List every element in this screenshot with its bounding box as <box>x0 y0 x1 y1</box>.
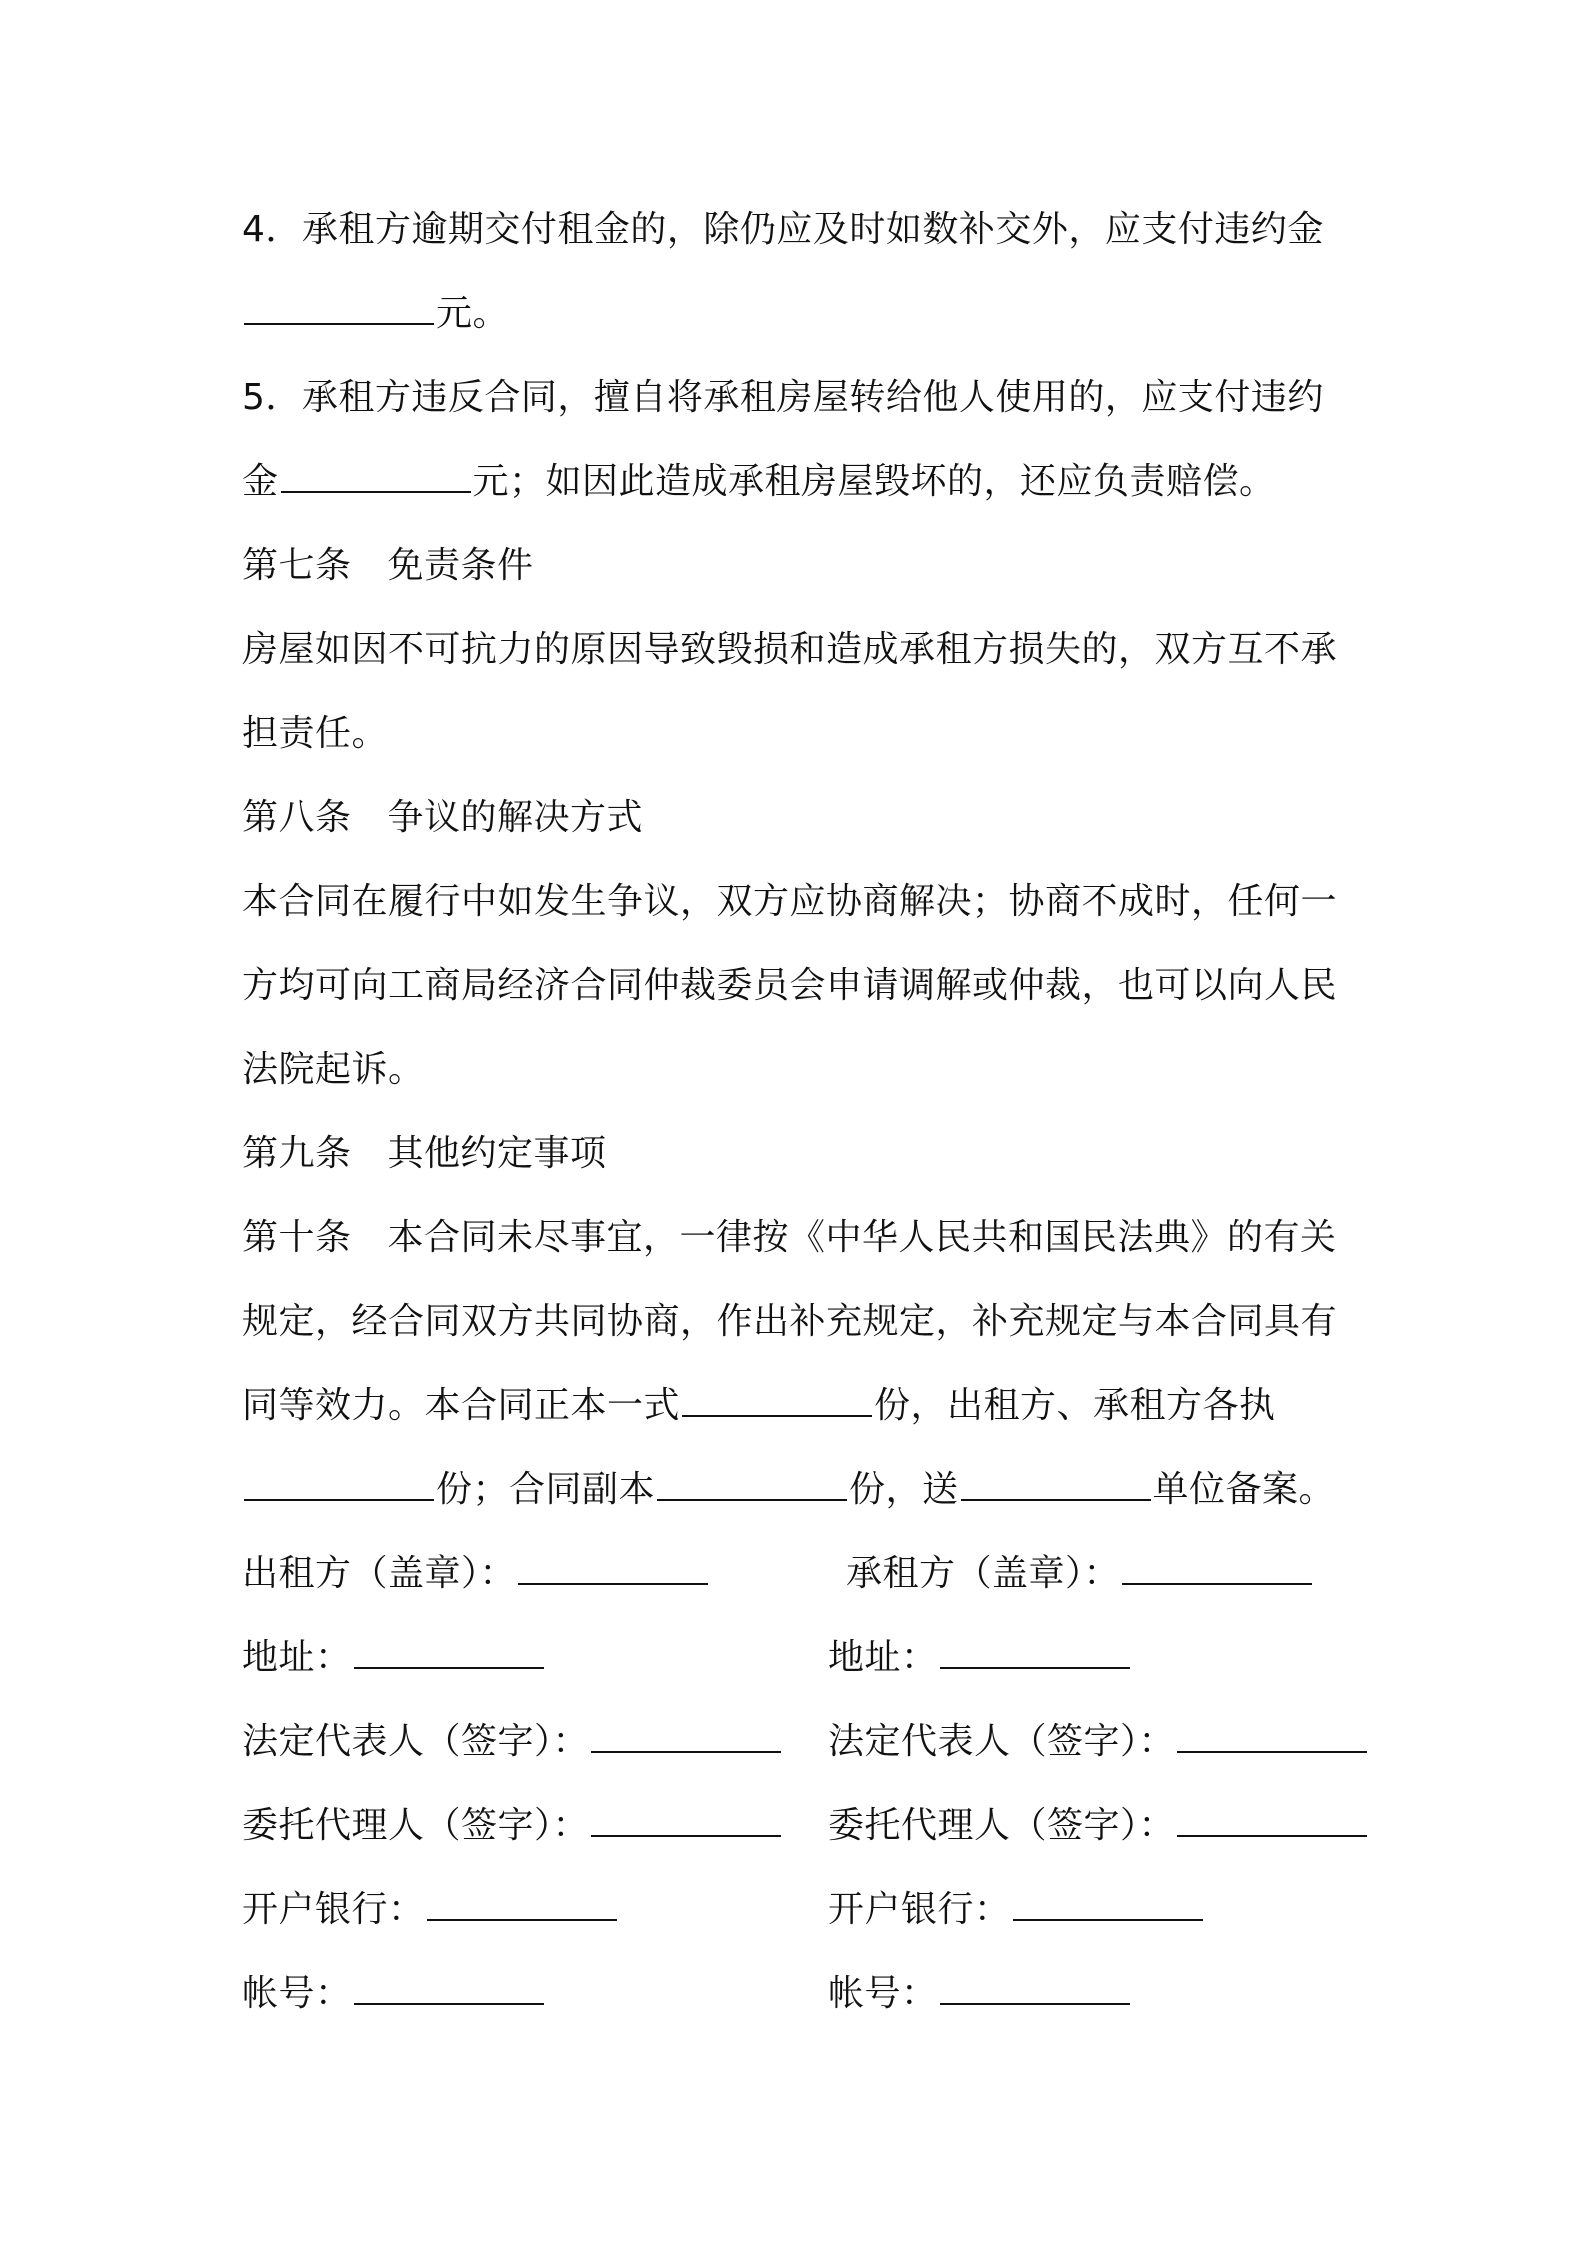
article-8-name: 争议的解决方式 <box>387 797 644 838</box>
lessee-account-label: 帐号： <box>828 1973 938 2014</box>
lessee-address-row <box>828 1634 1132 1682</box>
article-10-body-b: 规定，经合同双方共同协商，作出补充规定，补充规定与本合同具有 <box>242 1301 1338 1342</box>
article-8-body-line1 <box>242 878 1362 926</box>
article-7-body-line1 <box>242 626 1362 674</box>
article-9-name: 其他约定事项 <box>387 1133 607 1174</box>
blank-duplicate-copies <box>657 1469 847 1501</box>
article-10-body-c1: 同等效力。本合同正本一式 <box>242 1385 681 1426</box>
lessor-legal-rep-label: 法定代表人（签字）： <box>242 1721 590 1762</box>
blank-lessor-agent <box>591 1805 781 1837</box>
blank-penalty-amount-2 <box>281 461 471 493</box>
lessor-account-row <box>242 1970 546 2018</box>
clause-item4-line2 <box>242 290 1362 338</box>
article-10-body-d2: 份，送 <box>849 1469 959 1510</box>
lessee-agent-row <box>828 1802 1369 1850</box>
lessee-bank-label: 开户银行： <box>828 1889 1011 1930</box>
clause-item4-line1 <box>242 206 1362 254</box>
article-7-heading <box>242 542 1362 590</box>
article-10-line2 <box>242 1298 1362 1346</box>
blank-lessee-seal <box>1122 1553 1312 1585</box>
article-7-body-line2 <box>242 710 1362 758</box>
lessee-legal-rep-row <box>828 1718 1369 1766</box>
lessee-seal-row <box>846 1550 1314 1598</box>
clause-item5-text: 5．承租方违反合同，擅自将承租房屋转给他人使用的，应支付违约 <box>242 377 1324 418</box>
article-10-title: 第十条 <box>242 1217 352 1258</box>
blank-lessee-account <box>940 1973 1130 2005</box>
blank-lessor-seal <box>518 1553 708 1585</box>
blank-penalty-amount-1 <box>244 293 434 325</box>
article-10-line4 <box>242 1466 1362 1514</box>
blank-lessor-account <box>354 1973 544 2005</box>
article-7-title: 第七条 <box>242 545 352 586</box>
blank-each-party-copies <box>244 1469 434 1501</box>
article-8-body-line2 <box>242 962 1362 1010</box>
lessee-legal-rep-label: 法定代表人（签字）： <box>828 1721 1176 1762</box>
article-8-heading <box>242 794 1362 842</box>
blank-lessor-bank <box>427 1889 617 1921</box>
clause-item4-text: 4．承租方逾期交付租金的，除仍应及时如数补交外，应支付违约金 <box>242 209 1324 250</box>
article-7-body: 房屋如因不可抗力的原因导致毁损和造成承租方损失的，双方互不承 <box>242 629 1338 670</box>
lessee-address-label: 地址： <box>828 1637 938 1678</box>
article-10-body-a: 本合同未尽事宜，一律按《中华人民共和国民法典》的有关 <box>387 1217 1337 1258</box>
lessor-bank-row <box>242 1886 619 1934</box>
blank-lessor-address <box>354 1637 544 1669</box>
lessor-agent-label: 委托代理人（签字）： <box>242 1805 590 1846</box>
article-7-name: 免责条件 <box>387 545 534 586</box>
blank-lessee-legal-rep <box>1177 1721 1367 1753</box>
lessee-agent-label: 委托代理人（签字）： <box>828 1805 1176 1846</box>
blank-original-copies <box>682 1385 872 1417</box>
lessee-seal-label: 承租方（盖章）： <box>846 1553 1121 1594</box>
clause-item5-prefix: 金 <box>242 461 279 502</box>
lessor-seal-row <box>242 1550 710 1598</box>
clause-item5-line1 <box>242 374 1362 422</box>
article-10-body-d3: 单位备案。 <box>1152 1469 1336 1510</box>
article-7-body-end: 担责任。 <box>242 713 389 754</box>
lessee-bank-row <box>828 1886 1205 1934</box>
lessor-account-label: 帐号： <box>242 1973 352 2014</box>
blank-lessee-address <box>940 1637 1130 1669</box>
blank-lessor-legal-rep <box>591 1721 781 1753</box>
lessor-bank-label: 开户银行： <box>242 1889 425 1930</box>
article-8-body-b: 方均可向工商局经济合同仲裁委员会申请调解或仲裁，也可以向人民 <box>242 965 1338 1006</box>
lessor-agent-row <box>242 1802 783 1850</box>
clause-item5-suffix: 元；如因此造成承租房屋毁坏的，还应负责赔偿。 <box>472 461 1276 502</box>
article-8-body-line3 <box>242 1046 1362 1094</box>
lessor-legal-rep-row <box>242 1718 783 1766</box>
article-8-title: 第八条 <box>242 797 352 838</box>
blank-lessee-bank <box>1013 1889 1203 1921</box>
lessor-address-row <box>242 1634 546 1682</box>
blank-filing-unit <box>961 1469 1151 1501</box>
clause-item5-line2 <box>242 458 1362 506</box>
lessee-account-row <box>828 1970 1132 2018</box>
article-10-body-d1: 份；合同副本 <box>436 1469 656 1510</box>
article-8-body-c: 法院起诉。 <box>242 1049 425 1090</box>
clause-item4-suffix: 元。 <box>436 293 510 334</box>
article-10-body-c2: 份，出租方、承租方各执 <box>874 1385 1276 1426</box>
article-10-line1 <box>242 1214 1362 1262</box>
article-8-body-a: 本合同在履行中如发生争议，双方应协商解决；协商不成时，任何一 <box>242 881 1338 922</box>
lessor-address-label: 地址： <box>242 1637 352 1678</box>
blank-lessee-agent <box>1177 1805 1367 1837</box>
article-9-heading <box>242 1130 1362 1178</box>
article-9-title: 第九条 <box>242 1133 352 1174</box>
lessor-seal-label: 出租方（盖章）： <box>242 1553 517 1594</box>
article-10-line3 <box>242 1382 1362 1430</box>
